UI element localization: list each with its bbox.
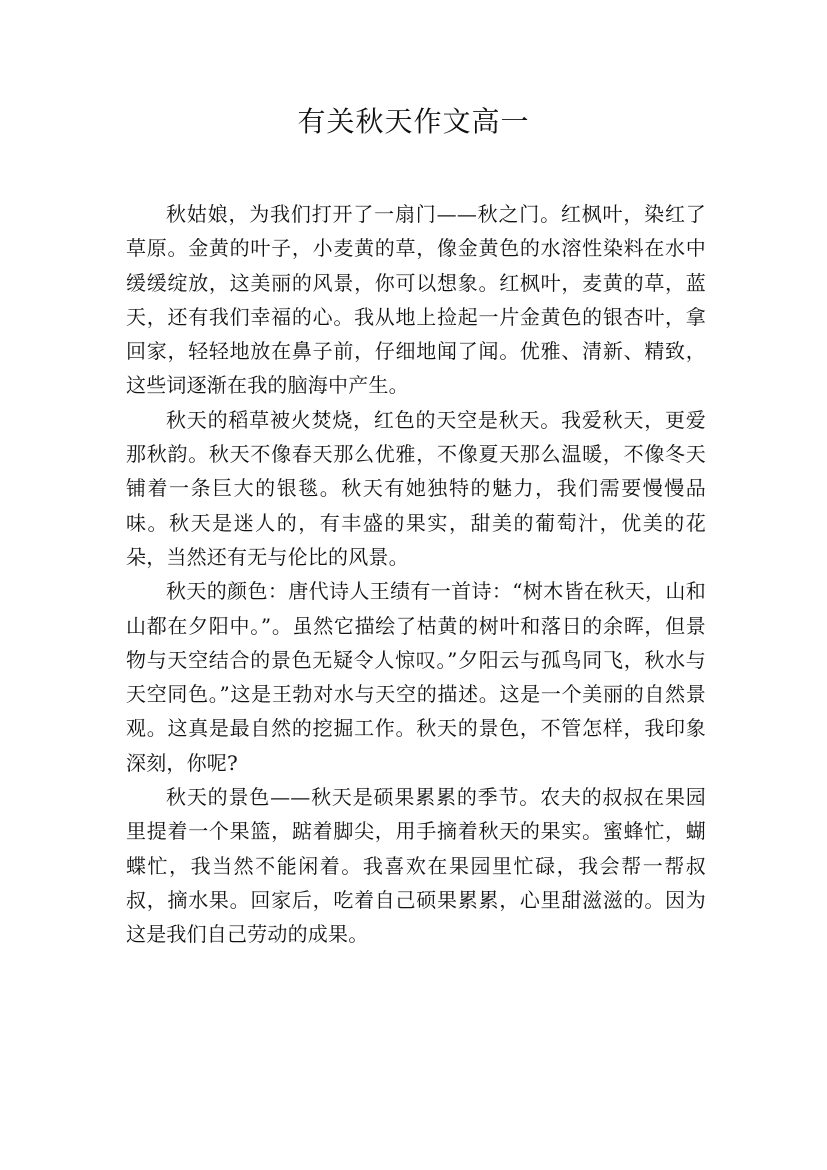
document-title: 有关秋天作文高一 [297,105,530,138]
paragraph-1: 秋姑娘，为我们打开了一扇门——秋之门。红枫叶，染红了草原。金黄的叶子，小麦黄的草，像金黄色的水溶性染料在水中缓缓绽放，这美丽的风景，你可以想象。红枫叶，麦黄的草，蓝天，还有我们幸福的心。我从地上捡起一片金黄色的银杏叶，拿回家，轻轻地放在鼻子前，仔细地闻了闻。优雅、清新、精致，这些词逐渐在我的脑海中产生。 [126,202,706,398]
paragraph-2: 秋天的稻草被火焚烧，红色的天空是秋天。我爱秋天，更爱那秋韵。秋天不像春天那么优雅，不像夏天那么温暖，不像冬天铺着一条巨大的银毯。秋天有她独特的魅力，我们需要慢慢品味。秋天是迷人的，有丰盛的果实，甜美的葡萄汁，优美的花朵，当然还有无与伦比的风景。 [126,407,706,569]
paragraph-3: 秋天的颜色：唐代诗人王绩有一首诗：“树木皆在秋天，山和山都在夕阳中。”。虽然它描绘了枯黄的树叶和落日的余晖，但景物与天空结合的景色无疑令人惊叹。”夕阳云与孤鸟同飞，秋水与天空同色。”这是王勃对水与天空的描述。这是一个美丽的自然景观。这真是最自然的挖掘工作。秋天的景色，不管怎样，我印象深刻，你呢? [126,579,706,775]
paragraph-4: 秋天的景色——秋天是硕果累累的季节。农夫的叔叔在果园里提着一个果篮，踮着脚尖，用手摘着秋天的果实。蜜蜂忙，蝴蝶忙，我当然不能闲着。我喜欢在果园里忙碌，我会帮一帮叔叔，摘水果。回家后，吃着自己硕果累累，心里甜滋滋的。因为这是我们自己劳动的成果。 [126,785,706,947]
document-body [126,197,706,952]
